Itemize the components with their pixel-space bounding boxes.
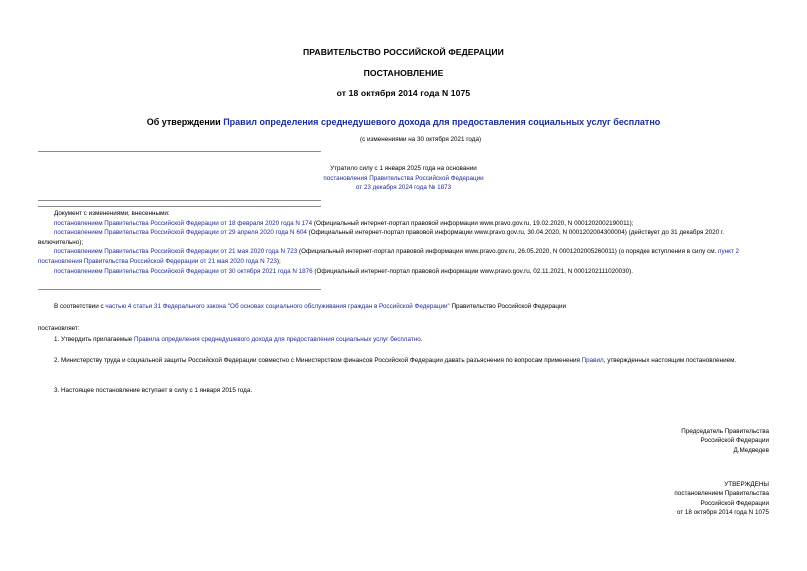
divider <box>38 289 321 290</box>
list-item <box>38 267 770 277</box>
title-link[interactable]: Правил определения среднедушевого дохода для предоставления социальных услуг бесплатно <box>223 117 661 127</box>
divider <box>38 151 321 152</box>
expired-line: Утратило силу с 1 января 2025 года на основании <box>330 165 477 172</box>
government-heading: ПРАВИТЕЛЬСТВО РОССИЙСКОЙ ФЕДЕРАЦИИ <box>303 47 504 57</box>
change-link-secondary[interactable]: пункт 2 постановления Правительства Российской Федерации от 21 мая 2020 года N 723 <box>38 248 740 265</box>
expired-note <box>0 164 807 193</box>
document-title <box>0 117 807 127</box>
paragraph-1 <box>38 335 770 345</box>
resolves-label: постановляет: <box>38 325 80 332</box>
rules-link[interactable]: Правила определения среднедушевого дохода для предоставления социальных услуг бесплатно <box>134 336 421 343</box>
p1-suffix: . <box>420 336 423 343</box>
law-link[interactable]: частью 4 статьи 31 Федерального закона "Об основах социального обслуживания граждан в Российской Федерации" <box>105 303 450 310</box>
divider <box>38 206 321 207</box>
paragraph-3: 3. Настоящее постановление вступает в силу с 1 января 2015 года. <box>54 387 253 394</box>
p2-prefix: 2. Министерству труда и социальной защиты Российской Федерации совместно с Министерством финансов Российской Федерации давать разъяснения по вопросам применения <box>54 357 582 364</box>
title-prefix: Об утверждении <box>146 117 224 127</box>
approval-heading: УТВЕРЖДЕНЫ <box>724 481 769 488</box>
expired-link-2[interactable]: от 23 декабря 2024 года № 1873 <box>355 184 452 192</box>
list-item <box>38 228 770 247</box>
approval-date: от 18 октября 2014 года N 1075 <box>676 508 769 516</box>
change-link[interactable]: постановлением Правительства Российской Федерации от 21 мая 2020 года N 723 <box>54 248 298 256</box>
signature-country: Российской Федерации <box>700 437 769 445</box>
change-link[interactable]: постановлением Правительства Российской Федерации от 18 февраля 2020 года N 174 <box>54 219 313 227</box>
change-link[interactable]: постановлением Правительства Российской Федерации от 30 октября 2021 года N 1876 <box>54 267 313 275</box>
p2-suffix: , утвержденных настоящим постановлением. <box>603 357 737 364</box>
change-text: (Официальный интернет-портал правовой информации www.pravo.gov.ru, 02.11.2021, N 0001202111020030). <box>312 267 633 275</box>
change-text: (Официальный интернет-портал правовой информации www.pravo.gov.ru, 26.05.2020, N 0001202005260011) (о порядке вступления в силу см. <box>297 248 719 256</box>
accordance-suffix: Правительство Российской Федерации <box>449 303 566 310</box>
divider <box>38 200 321 201</box>
amendments-note: (с изменениями на 30 октября 2021 года) <box>360 136 482 143</box>
p1-prefix: 1. Утвердить прилагаемые <box>54 336 134 343</box>
approval-line: постановлением Правительства <box>674 490 769 498</box>
expired-link-1[interactable]: постановления Правительства Российской Федерации <box>323 174 484 182</box>
changes-list <box>38 209 770 276</box>
approval-line: Российской Федерации <box>700 499 769 507</box>
signature-title: Председатель Правительства <box>681 428 769 435</box>
approval-block <box>674 480 769 517</box>
list-item <box>38 219 770 229</box>
signature-name: Д.Медведев <box>733 446 769 454</box>
accordance-prefix: В соответствии с <box>54 303 106 310</box>
change-text: (Официальный интернет-портал правовой информации www.pravo.gov.ru, 19.02.2020, N 0001202002190011); <box>312 219 634 227</box>
document-date: от 18 октября 2014 года N 1075 <box>336 88 471 98</box>
change-text: (Официальный интернет-портал правовой информации www.pravo.gov.ru, 30.04.2020, N 0001202004300004) (действует до 31 декабря 2020 г. включительно); <box>38 229 725 246</box>
change-link[interactable]: постановлением Правительства Российской Федерации от 29 апреля 2020 года N 604 <box>54 229 307 237</box>
paragraph-2 <box>38 356 770 366</box>
list-item <box>38 247 770 266</box>
change-text: ); <box>276 257 281 265</box>
accordance-paragraph <box>38 302 770 312</box>
signature-block <box>681 427 769 455</box>
document-type: ПОСТАНОВЛЕНИЕ <box>363 68 444 78</box>
changes-heading: Документ с изменениями, внесенными: <box>54 210 170 217</box>
rules-short-link[interactable]: Правил <box>581 357 604 364</box>
